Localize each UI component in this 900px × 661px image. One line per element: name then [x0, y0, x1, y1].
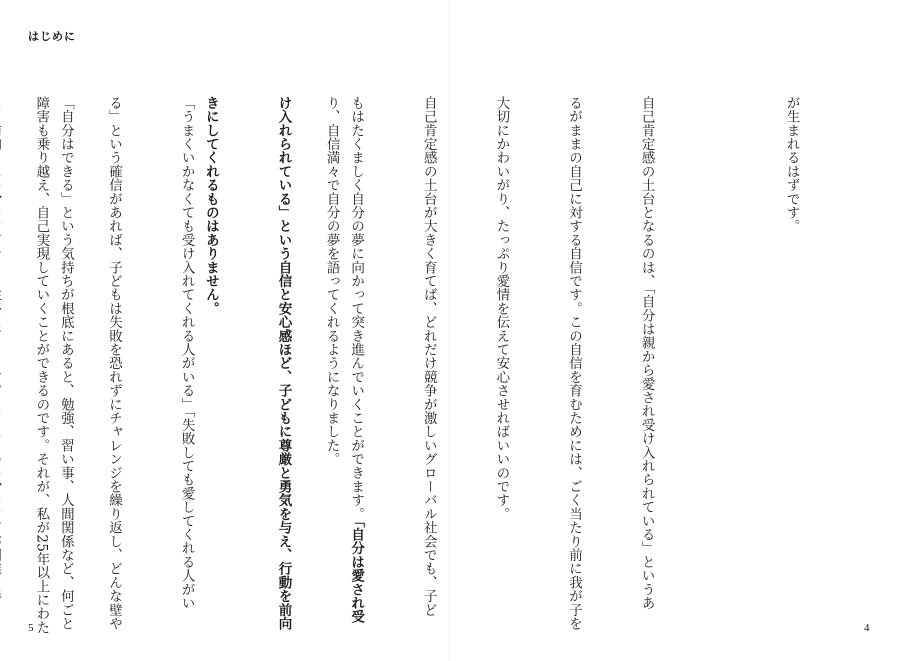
left-line-3: 障害も乗り越え、自己実現していくことができるのです。それが、私が25年以上にわた [33, 96, 50, 635]
right-line-1: 自己肯定感の土台となるのは、「自分は親から愛され受け入れられている」というあ [638, 96, 655, 610]
paragraph-gap [247, 96, 271, 606]
paragraph-gap [707, 96, 731, 606]
left-line-1: 「うまくいかなくても受け入れてくれる人がいる」「失敗しても愛してくれる人がい [178, 96, 195, 610]
left-page-text [0, 96, 392, 635]
left-line-0: り、自信満々で自分の夢を語ってくれるようになりました。 [323, 96, 340, 466]
left-line-2: る」という確信があれば、子どもは失敗を恐れずにチャレンジを繰り返し、どんな壁や [105, 96, 122, 631]
right-line-2: るがままの自己に対する自信です。この自信を育むためには、ごく当たり前に我が子を [565, 96, 582, 631]
right-line-0: が生まれるはずです。 [783, 96, 800, 233]
right-line-6: け入れられている」という自信と安心感ほど、子どもに尊厳と勇気を与え、行動を前向 [275, 96, 292, 631]
right-line-4: 自己肯定感の土台が大きく育てば、どれだけ競争が激しいグローバル社会でも、子ど [420, 96, 437, 617]
right-line-7: きにしてくれるものはありません。 [202, 96, 219, 316]
right-line-5-plain: もはたくましく自分の夢に向かって突き進んでいくことができます。 [348, 96, 365, 521]
page-number-left: 5 [28, 622, 34, 634]
right-line-8: 「自分はできる」という気持ちが根底にあると、勉強、習い事、人間関係など、何ごと [57, 96, 74, 631]
right-line-3: 大切にかわいがり、たっぷり愛情を伝えて安心させればいいのです。 [493, 96, 510, 521]
right-line-5-emphasis: 「自分は愛され受 [348, 520, 365, 624]
page-number-right: 4 [864, 622, 870, 634]
chapter-label: はじめに [28, 30, 76, 43]
